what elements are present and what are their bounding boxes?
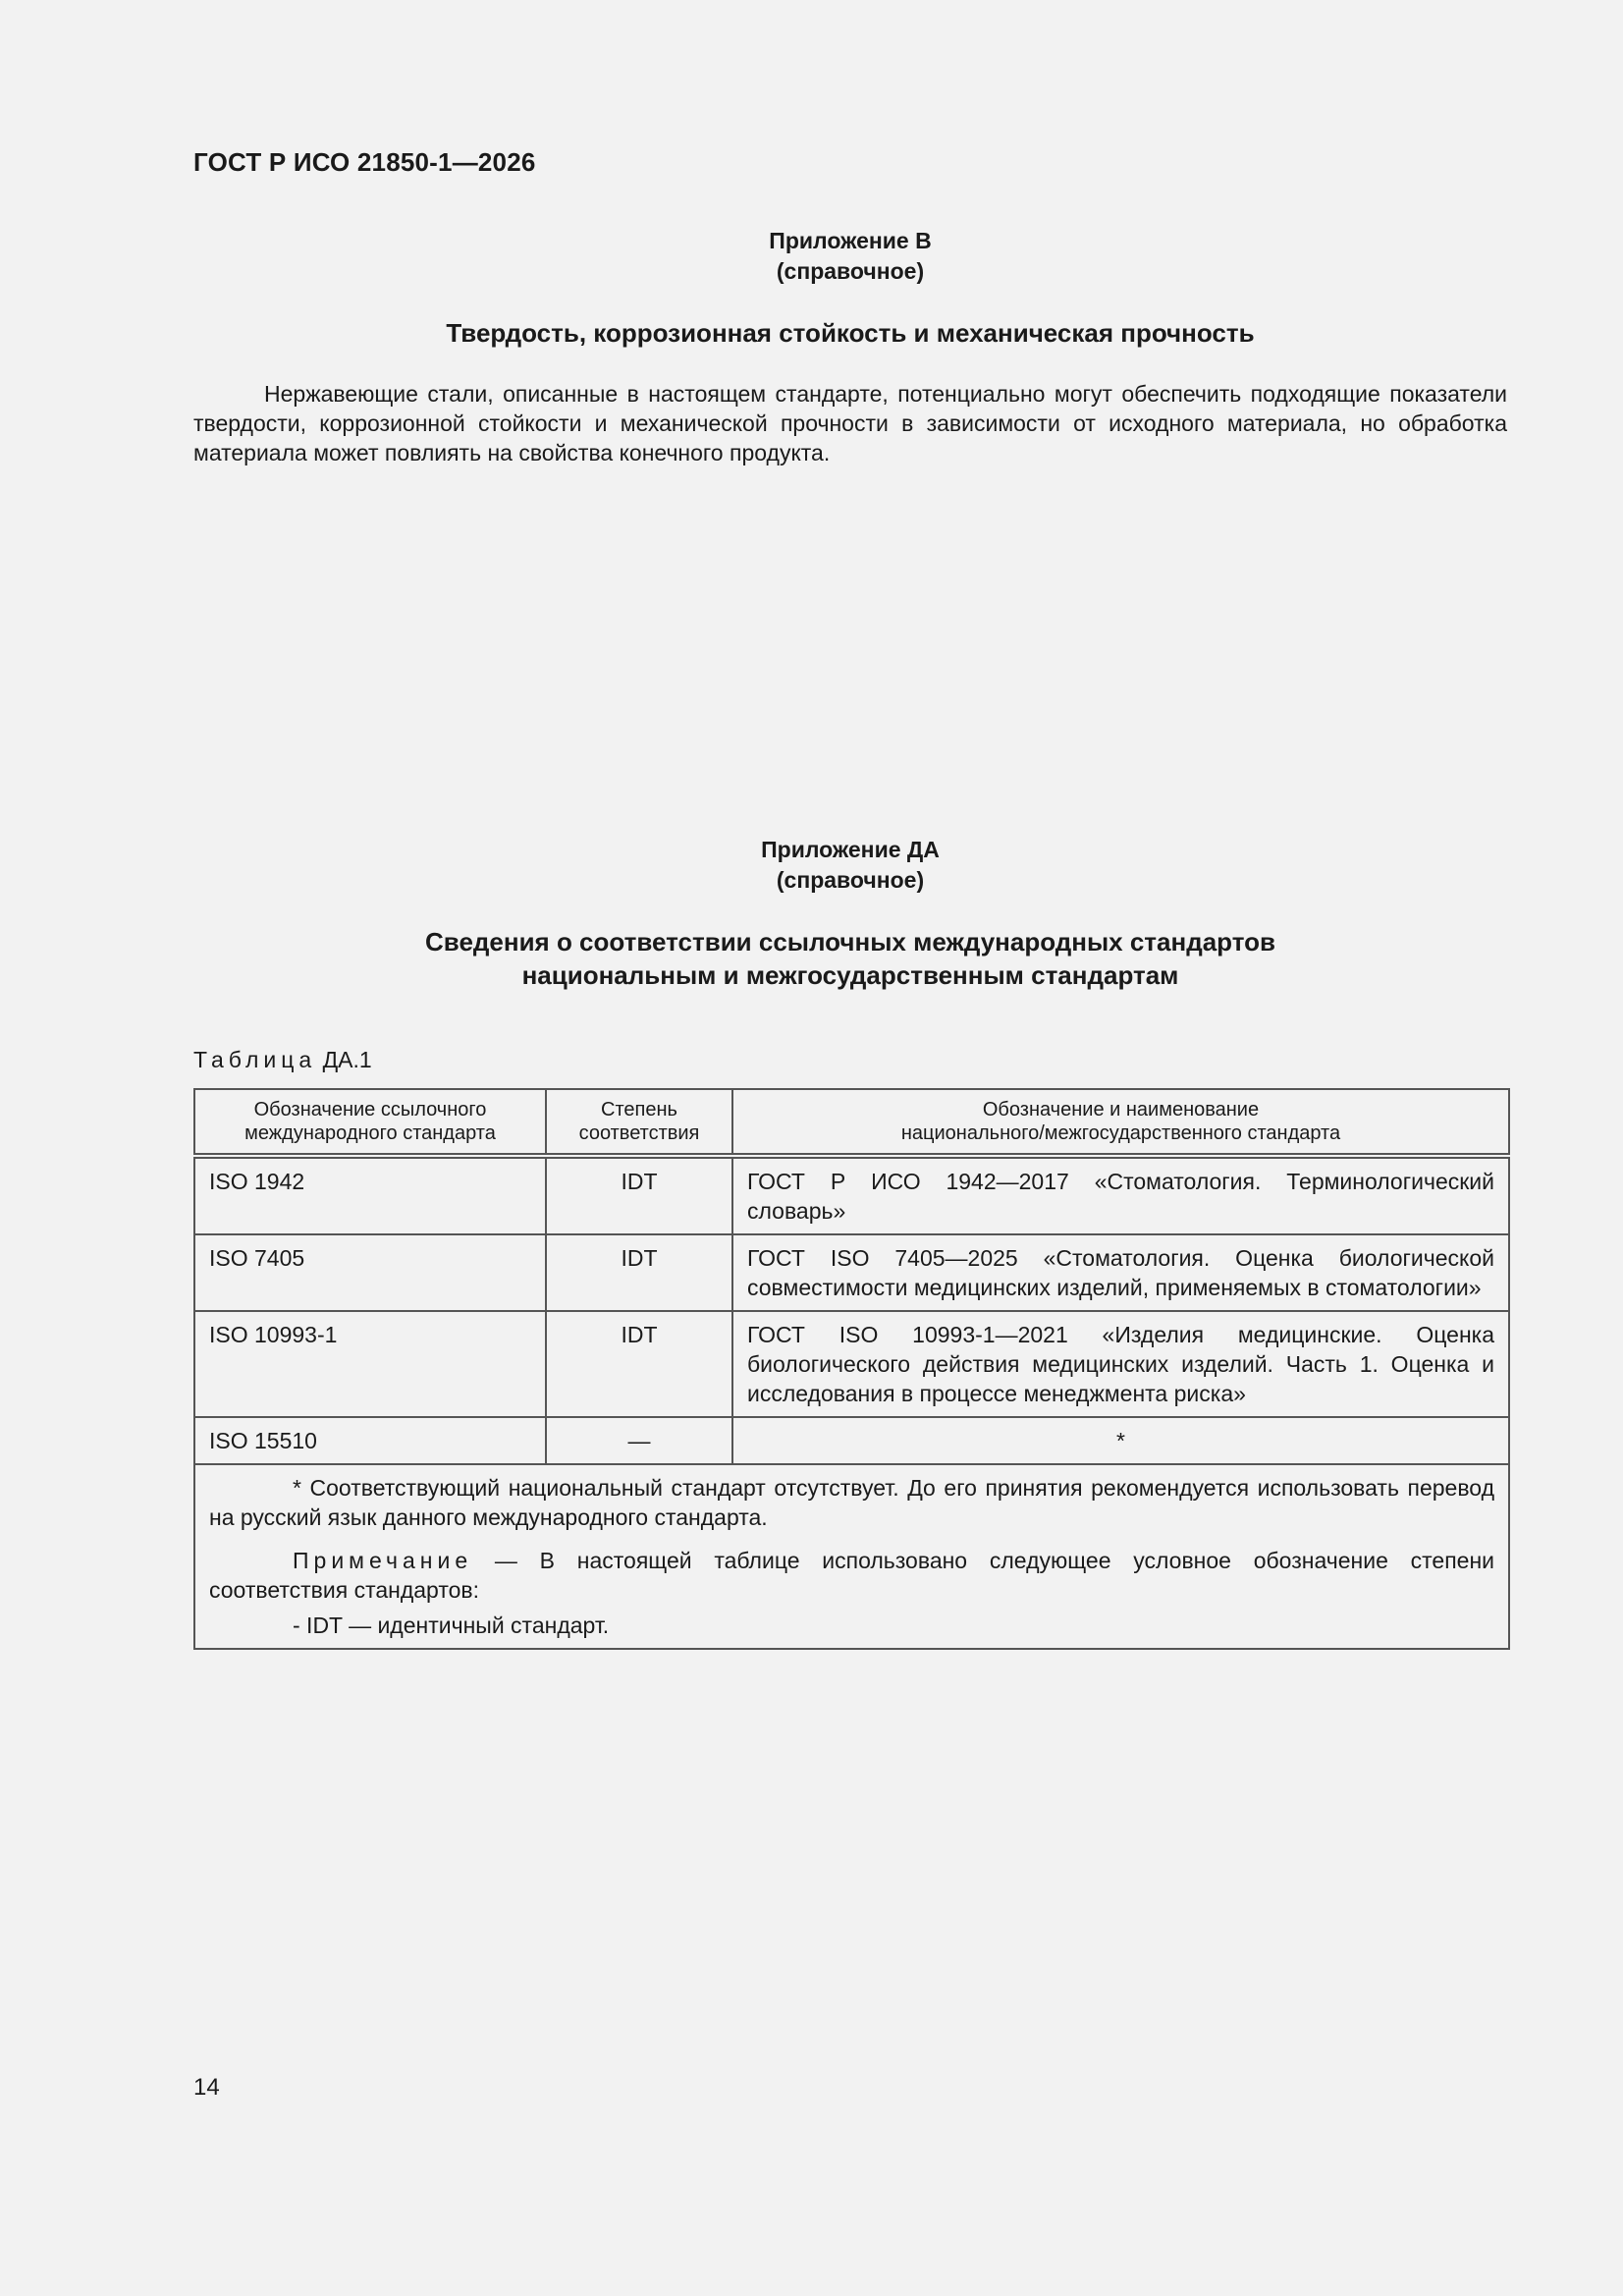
header-degree	[546, 1089, 732, 1156]
annex-b-status: (справочное)	[776, 258, 925, 284]
cell-degree: IDT	[546, 1234, 732, 1311]
header-ref-line1: Обозначение ссылочного	[253, 1099, 487, 1121]
table-footnotes	[194, 1464, 1509, 1649]
header-degree-line2: соответствия	[578, 1122, 700, 1144]
note-item: - IDT — идентичный стандарт.	[293, 1613, 610, 1638]
table-header-row	[194, 1089, 1509, 1156]
cell-national: *	[732, 1417, 1509, 1464]
annex-b-paragraph: Нержавеющие стали, описанные в настоящем стандарте, потенциально могут обеспечить подходящие показатели твердости, коррозионной стойкости и механической прочности в зависимости от исходного материала, но обработка материала может повлиять на свойства конечного продукта.	[193, 381, 1507, 465]
header-national-standard	[732, 1089, 1509, 1156]
table-footnote-row	[194, 1464, 1509, 1649]
annex-da-title	[193, 925, 1507, 992]
page-number: 14	[193, 2074, 220, 2101]
annex-da	[193, 835, 1507, 992]
cell-national: ГОСТ Р ИСО 1942—2017 «Стоматология. Терминологический словарь»	[732, 1156, 1509, 1234]
header-national-line2: национального/межгосударственного стандарта	[900, 1122, 1341, 1144]
cell-degree: IDT	[546, 1156, 732, 1234]
cell-national: ГОСТ ISO 7405—2025 «Стоматология. Оценка биологической совместимости медицинских изделий, применяемых в стоматологии»	[732, 1234, 1509, 1311]
cell-ref: ISO 10993-1	[194, 1311, 546, 1417]
header-degree-line1: Степень	[601, 1099, 677, 1121]
table-row	[194, 1156, 1509, 1234]
cell-degree: —	[546, 1417, 732, 1464]
annex-da-label: Приложение ДА	[761, 837, 940, 862]
document-header: ГОСТ Р ИСО 21850-1—2026	[193, 147, 536, 177]
annex-da-title-line2: национальным и межгосударственным стандартам	[521, 960, 1179, 990]
annex-b-title: Твердость, коррозионная стойкость и механическая прочность	[446, 318, 1255, 348]
note-label: Примечание	[293, 1548, 473, 1573]
cell-degree: IDT	[546, 1311, 732, 1417]
table-row	[194, 1311, 1509, 1417]
cell-ref: ISO 15510	[194, 1417, 546, 1464]
annex-b-label: Приложение В	[769, 228, 932, 253]
table-caption	[193, 1047, 372, 1073]
header-ref-line2: международного стандарта	[244, 1122, 496, 1144]
annex-b	[193, 226, 1507, 350]
header-national-line1: Обозначение и наименование	[982, 1099, 1260, 1121]
cell-ref: ISO 7405	[194, 1234, 546, 1311]
annex-da-title-line1: Сведения о соответствии ссылочных международных стандартов	[425, 927, 1275, 957]
annex-da-status: (справочное)	[776, 867, 925, 893]
table-footnote: * Соответствующий национальный стандарт отсутствует. До его принятия рекомендуется использовать перевод на русский язык данного международного стандарта.	[209, 1475, 1494, 1530]
cell-national: ГОСТ ISO 10993-1—2021 «Изделия медицинские. Оценка биологического действия медицинских изделий. Часть 1. Оценка и исследования в процессе менеджмента риска»	[732, 1311, 1509, 1417]
note-text: — В настоящей таблице использовано следующее условное обозначение степени соответствия стандартов:	[209, 1548, 1494, 1603]
table-row	[194, 1417, 1509, 1464]
table-caption-number: ДА.1	[322, 1047, 372, 1072]
table-caption-word: Таблица	[193, 1047, 317, 1072]
header-ref-standard	[194, 1089, 546, 1156]
table-row	[194, 1234, 1509, 1311]
cell-ref: ISO 1942	[194, 1156, 546, 1234]
standards-table	[193, 1088, 1510, 1650]
table-note	[209, 1546, 1494, 1605]
